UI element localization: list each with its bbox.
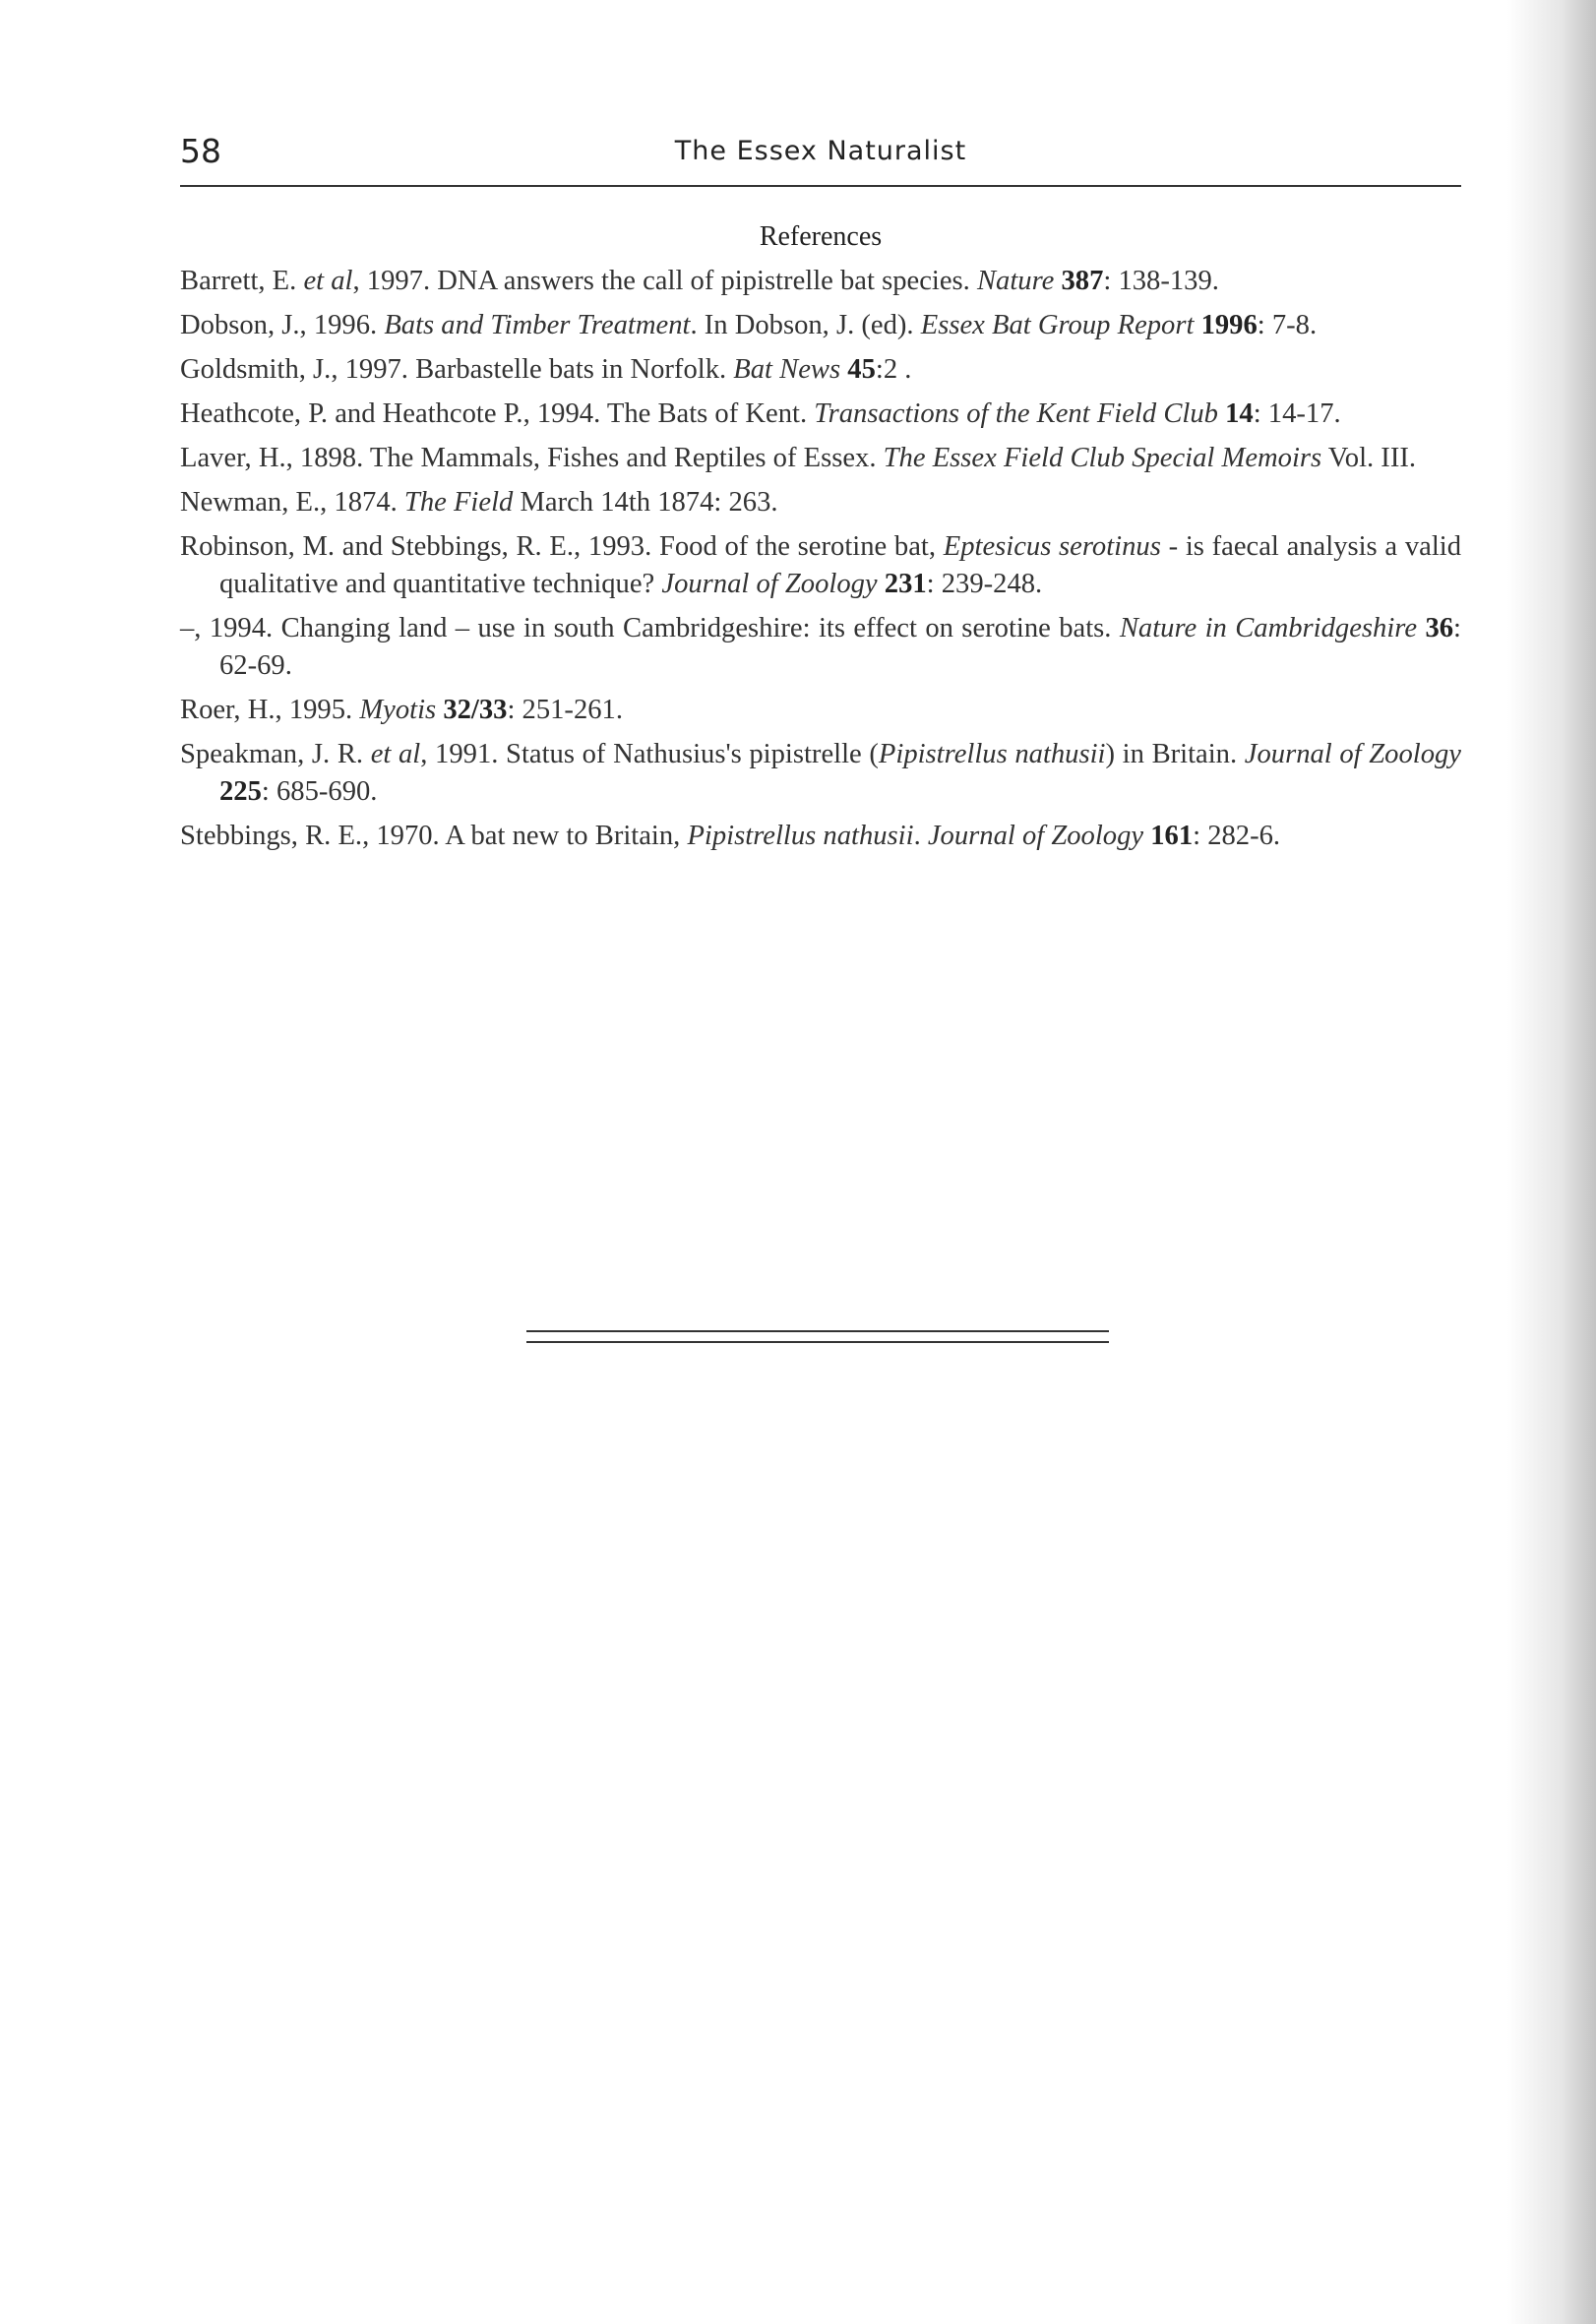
page-header bbox=[180, 130, 1461, 187]
reference-barrett-1997: Barrett, E. et al, 1997. DNA answers the call of pipistrelle bat species. Nature 387: 138-139. bbox=[180, 266, 1219, 296]
end-of-article-rule bbox=[526, 1330, 1109, 1352]
page-number: 58 bbox=[180, 132, 221, 170]
reference-heathcote-1994: Heathcote, P. and Heathcote P., 1994. The Bats of Kent. Transactions of the Kent Field Club 14: 14-17. bbox=[180, 398, 1341, 429]
end-rule-line-bottom bbox=[526, 1341, 1109, 1343]
reference-laver-1898: Laver, H., 1898. The Mammals, Fishes and Reptiles of Essex. The Essex Field Club Special Memoirs Vol. III. bbox=[180, 443, 1417, 473]
reference-goldsmith-1997: Goldsmith, J., 1997. Barbastelle bats in Norfolk. Bat News 45:2 . bbox=[180, 354, 912, 385]
reference-roer-1995: Roer, H., 1995. Myotis 32/33: 251-261. bbox=[180, 695, 623, 725]
references-heading: References bbox=[759, 221, 883, 252]
reference-speakman-1991: Speakman, J. R. et al, 1991. Status of Nathusius's pipistrelle (Pipistrellus nathusii) in Britain. Journal of Zoology 225: 685-690. bbox=[180, 739, 1462, 807]
references-section bbox=[180, 221, 1461, 862]
reference-stebbings-1970: Stebbings, R. E., 1970. A bat new to Britain, Pipistrellus nathusii. Journal of Zoology 161: 282-6. bbox=[180, 821, 1281, 851]
page-edge-shadow bbox=[1507, 0, 1596, 2324]
reference-dobson-1996: Dobson, J., 1996. Bats and Timber Treatment. In Dobson, J. (ed). Essex Bat Group Report 1996: 7-8. bbox=[180, 310, 1318, 340]
reference-newman-1874: Newman, E., 1874. The Field March 14th 1874: 263. bbox=[180, 487, 778, 518]
journal-title: The Essex Naturalist bbox=[674, 136, 967, 166]
reference-robinson-1993: Robinson, M. and Stebbings, R. E., 1993. Food of the serotine bat, Eptesicus serotinus - is faecal analysis a valid qualitative and quantitative technique? Journal of Zoology 231: 239-248. bbox=[180, 531, 1461, 599]
reference-1994-cambridgeshire: –, 1994. Changing land – use in south Cambridgeshire: its effect on serotine bats. Nature in Cambridgeshire 36: 62-69. bbox=[180, 613, 1461, 681]
end-rule-line-top bbox=[526, 1330, 1109, 1332]
